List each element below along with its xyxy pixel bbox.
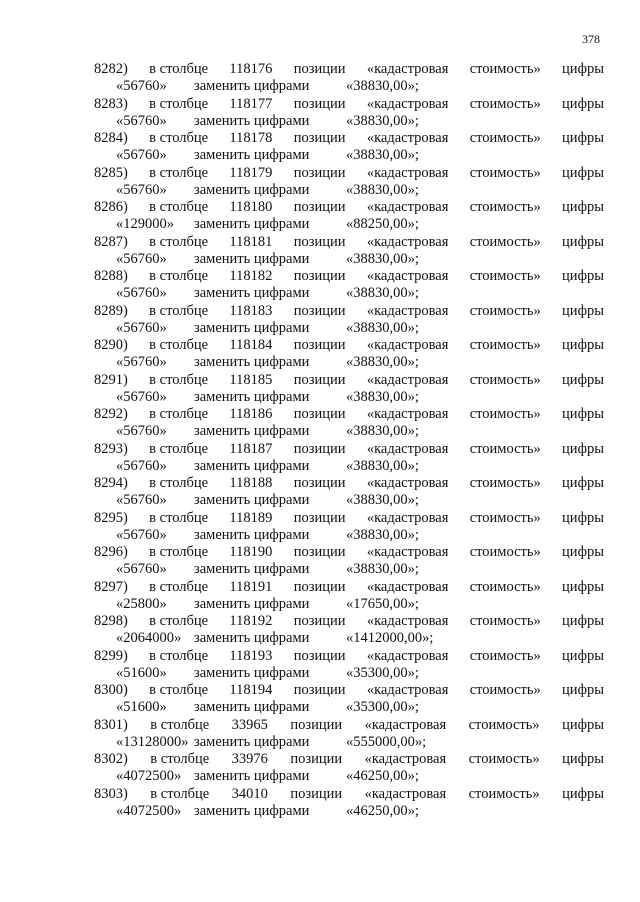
entry-second-line bbox=[116, 251, 640, 269]
replace-phrase: заменить цифрами bbox=[194, 733, 310, 750]
amendment-entry bbox=[0, 613, 640, 648]
amendment-entry bbox=[0, 682, 640, 717]
cadastral-word: «кадастровая bbox=[364, 751, 447, 767]
column-word: в столбце bbox=[149, 164, 209, 181]
old-value: «56760» bbox=[116, 354, 167, 370]
amendment-entry bbox=[0, 165, 640, 200]
position-word: позиции bbox=[290, 716, 343, 733]
replace-phrase: заменить цифрами bbox=[194, 319, 310, 336]
entry-second-line bbox=[116, 596, 640, 614]
new-value: «88250,00»; bbox=[346, 216, 419, 232]
cost-word: стоимость» bbox=[469, 268, 541, 284]
entry-number: 8285) bbox=[94, 164, 128, 181]
entry-second-line bbox=[116, 147, 640, 165]
cost-word: стоимость» bbox=[469, 682, 541, 698]
old-value: «56760» bbox=[116, 78, 167, 94]
column-word: в столбце bbox=[149, 337, 209, 353]
replace-phrase: заменить цифрами bbox=[194, 664, 310, 681]
cost-word: стоимость» bbox=[468, 716, 540, 733]
column-word: в столбце bbox=[150, 751, 210, 767]
position-word: позиции bbox=[293, 544, 346, 560]
amendment-entry bbox=[0, 130, 640, 165]
cadastral-word: «кадастровая bbox=[366, 613, 449, 629]
new-value: «38830,00»; bbox=[346, 319, 419, 336]
position-word: позиции bbox=[293, 578, 346, 595]
cadastral-word: «кадастровая bbox=[366, 475, 449, 491]
entry-second-line bbox=[116, 458, 640, 476]
replace-phrase: заменить цифрами bbox=[194, 250, 310, 267]
column-word: в столбце bbox=[150, 785, 210, 802]
column-number: 118192 bbox=[229, 613, 273, 629]
entry-second-line bbox=[116, 320, 640, 338]
entry-number: 8286) bbox=[94, 199, 128, 215]
column-word: в столбце bbox=[149, 371, 209, 388]
cadastral-word: «кадастровая bbox=[366, 509, 449, 526]
position-word: позиции bbox=[293, 233, 346, 250]
entry-number: 8288) bbox=[94, 268, 128, 284]
digits-word: цифры bbox=[562, 613, 604, 629]
entry-first-line bbox=[94, 61, 604, 78]
entry-first-line bbox=[94, 268, 604, 285]
digits-word: цифры bbox=[562, 337, 604, 353]
entry-second-line bbox=[116, 803, 640, 821]
replace-phrase: заменить цифрами bbox=[194, 595, 310, 612]
digits-word: цифры bbox=[562, 61, 604, 77]
entry-second-line bbox=[116, 665, 640, 683]
column-number: 118177 bbox=[229, 95, 273, 112]
cadastral-word: «кадастровая bbox=[366, 578, 449, 595]
cadastral-word: «кадастровая bbox=[366, 199, 449, 215]
old-value: «25800» bbox=[116, 595, 167, 612]
old-value: «56760» bbox=[116, 561, 167, 577]
position-word: позиции bbox=[293, 475, 346, 491]
digits-word: цифры bbox=[562, 164, 604, 181]
entry-first-line bbox=[94, 165, 604, 182]
cadastral-word: «кадастровая bbox=[366, 61, 449, 77]
replace-phrase: заменить цифрами bbox=[194, 802, 310, 819]
position-word: позиции bbox=[293, 164, 346, 181]
cost-word: стоимость» bbox=[469, 613, 541, 629]
column-word: в столбце bbox=[150, 716, 210, 733]
entry-first-line bbox=[94, 234, 604, 251]
cost-word: стоимость» bbox=[469, 164, 541, 181]
replace-phrase: заменить цифрами bbox=[194, 78, 310, 94]
column-word: в столбце bbox=[149, 233, 209, 250]
entry-second-line bbox=[116, 216, 640, 234]
new-value: «555000,00»; bbox=[346, 733, 427, 750]
column-number: 33965 bbox=[231, 716, 268, 733]
new-value: «38830,00»; bbox=[346, 250, 419, 267]
old-value: «56760» bbox=[116, 423, 167, 439]
entry-number: 8292) bbox=[94, 406, 128, 422]
old-value: «56760» bbox=[116, 112, 167, 129]
amendment-entry bbox=[0, 303, 640, 338]
new-value: «38830,00»; bbox=[346, 147, 419, 163]
entry-second-line bbox=[116, 285, 640, 303]
entry-second-line bbox=[116, 699, 640, 717]
cadastral-word: «кадастровая bbox=[366, 130, 449, 146]
old-value: «56760» bbox=[116, 492, 167, 508]
amendment-entry bbox=[0, 475, 640, 510]
old-value: «56760» bbox=[116, 319, 167, 336]
entry-first-line bbox=[94, 682, 604, 699]
digits-word: цифры bbox=[562, 440, 604, 457]
entry-number: 8299) bbox=[94, 647, 128, 664]
new-value: «1412000,00»; bbox=[346, 630, 434, 646]
old-value: «4072500» bbox=[116, 802, 182, 819]
replace-phrase: заменить цифрами bbox=[194, 147, 310, 163]
entry-first-line bbox=[94, 579, 604, 596]
column-number: 118181 bbox=[229, 233, 273, 250]
entry-number: 8301) bbox=[94, 716, 128, 733]
replace-phrase: заменить цифрами bbox=[194, 526, 310, 543]
old-value: «56760» bbox=[116, 457, 167, 474]
position-word: позиции bbox=[293, 406, 346, 422]
new-value: «38830,00»; bbox=[346, 112, 419, 129]
amendment-entry bbox=[0, 544, 640, 579]
entry-second-line bbox=[116, 113, 640, 131]
entry-second-line bbox=[116, 182, 640, 200]
new-value: «46250,00»; bbox=[346, 802, 419, 819]
entry-first-line bbox=[94, 372, 604, 389]
new-value: «35300,00»; bbox=[346, 664, 419, 681]
cost-word: стоимость» bbox=[468, 751, 540, 767]
amendment-entry bbox=[0, 372, 640, 407]
position-word: позиции bbox=[293, 268, 346, 284]
entry-second-line bbox=[116, 354, 640, 372]
column-number: 118183 bbox=[229, 302, 273, 319]
column-number: 118186 bbox=[229, 406, 273, 422]
amendment-entry bbox=[0, 441, 640, 476]
new-value: «35300,00»; bbox=[346, 699, 419, 715]
cadastral-word: «кадастровая bbox=[366, 406, 449, 422]
digits-word: цифры bbox=[562, 268, 604, 284]
position-word: позиции bbox=[293, 647, 346, 664]
cost-word: стоимость» bbox=[469, 544, 541, 560]
entry-number: 8284) bbox=[94, 130, 128, 146]
cost-word: стоимость» bbox=[469, 95, 541, 112]
old-value: «4072500» bbox=[116, 768, 182, 784]
replace-phrase: заменить цифрами bbox=[194, 354, 310, 370]
cadastral-word: «кадастровая bbox=[366, 440, 449, 457]
entry-first-line bbox=[94, 510, 604, 527]
cost-word: стоимость» bbox=[469, 647, 541, 664]
old-value: «2064000» bbox=[116, 630, 182, 646]
cost-word: стоимость» bbox=[469, 578, 541, 595]
replace-phrase: заменить цифрами bbox=[194, 561, 310, 577]
entry-first-line bbox=[94, 130, 604, 147]
old-value: «13128000» bbox=[116, 733, 189, 750]
column-word: в столбце bbox=[149, 440, 209, 457]
replace-phrase: заменить цифрами bbox=[194, 492, 310, 508]
cadastral-word: «кадастровая bbox=[366, 233, 449, 250]
new-value: «38830,00»; bbox=[346, 285, 419, 301]
replace-phrase: заменить цифрами bbox=[194, 423, 310, 439]
amendment-entry bbox=[0, 579, 640, 614]
position-word: позиции bbox=[293, 509, 346, 526]
digits-word: цифры bbox=[562, 544, 604, 560]
cadastral-word: «кадастровая bbox=[366, 337, 449, 353]
entry-number: 8287) bbox=[94, 233, 128, 250]
entry-second-line bbox=[116, 78, 640, 96]
entry-second-line bbox=[116, 389, 640, 407]
entry-number: 8283) bbox=[94, 95, 128, 112]
cost-word: стоимость» bbox=[469, 509, 541, 526]
position-word: позиции bbox=[293, 95, 346, 112]
new-value: «38830,00»; bbox=[346, 181, 419, 198]
cadastral-word: «кадастровая bbox=[366, 164, 449, 181]
cadastral-word: «кадастровая bbox=[366, 268, 449, 284]
cadastral-word: «кадастровая bbox=[366, 682, 449, 698]
digits-word: цифры bbox=[562, 95, 604, 112]
cadastral-word: «кадастровая bbox=[364, 785, 447, 802]
cadastral-word: «кадастровая bbox=[364, 716, 447, 733]
amendment-entry bbox=[0, 61, 640, 96]
cadastral-word: «кадастровая bbox=[366, 95, 449, 112]
column-number: 118187 bbox=[229, 440, 273, 457]
digits-word: цифры bbox=[562, 716, 604, 733]
entry-second-line bbox=[116, 768, 640, 786]
column-number: 118193 bbox=[229, 647, 273, 664]
amendment-entry bbox=[0, 337, 640, 372]
cost-word: стоимость» bbox=[469, 302, 541, 319]
column-word: в столбце bbox=[149, 509, 209, 526]
column-word: в столбце bbox=[149, 578, 209, 595]
entry-first-line bbox=[94, 786, 604, 803]
old-value: «56760» bbox=[116, 526, 167, 543]
position-word: позиции bbox=[293, 337, 346, 353]
new-value: «38830,00»; bbox=[346, 561, 419, 577]
entry-first-line bbox=[94, 441, 604, 458]
digits-word: цифры bbox=[562, 130, 604, 146]
digits-word: цифры bbox=[562, 475, 604, 491]
entry-first-line bbox=[94, 475, 604, 492]
column-number: 118184 bbox=[229, 337, 273, 353]
old-value: «56760» bbox=[116, 388, 167, 405]
position-word: позиции bbox=[293, 302, 346, 319]
amendment-entry bbox=[0, 717, 640, 752]
cost-word: стоимость» bbox=[469, 406, 541, 422]
digits-word: цифры bbox=[562, 371, 604, 388]
replace-phrase: заменить цифрами bbox=[194, 216, 310, 232]
new-value: «38830,00»; bbox=[346, 354, 419, 370]
entry-number: 8300) bbox=[94, 682, 128, 698]
column-number: 118191 bbox=[229, 578, 273, 595]
new-value: «46250,00»; bbox=[346, 768, 419, 784]
replace-phrase: заменить цифрами bbox=[194, 768, 310, 784]
replace-phrase: заменить цифрами bbox=[194, 388, 310, 405]
entry-first-line bbox=[94, 303, 604, 320]
entry-number: 8302) bbox=[94, 751, 128, 767]
entry-number: 8303) bbox=[94, 785, 128, 802]
entry-first-line bbox=[94, 751, 604, 768]
entry-number: 8294) bbox=[94, 475, 128, 491]
cost-word: стоимость» bbox=[469, 61, 541, 77]
replace-phrase: заменить цифрами bbox=[194, 630, 310, 646]
cost-word: стоимость» bbox=[469, 440, 541, 457]
replace-phrase: заменить цифрами bbox=[194, 112, 310, 129]
new-value: «38830,00»; bbox=[346, 492, 419, 508]
column-number: 118190 bbox=[229, 544, 273, 560]
entry-number: 8291) bbox=[94, 371, 128, 388]
entry-second-line bbox=[116, 492, 640, 510]
column-word: в столбце bbox=[149, 95, 209, 112]
column-word: в столбце bbox=[149, 199, 209, 215]
amendment-entry bbox=[0, 406, 640, 441]
column-number: 118180 bbox=[229, 199, 273, 215]
entry-number: 8295) bbox=[94, 509, 128, 526]
entry-first-line bbox=[94, 544, 604, 561]
old-value: «51600» bbox=[116, 664, 167, 681]
amendment-entry bbox=[0, 234, 640, 269]
column-number: 118182 bbox=[229, 268, 273, 284]
digits-word: цифры bbox=[562, 785, 604, 802]
old-value: «56760» bbox=[116, 181, 167, 198]
position-word: позиции bbox=[293, 199, 346, 215]
entry-number: 8282) bbox=[94, 61, 128, 77]
old-value: «56760» bbox=[116, 250, 167, 267]
entry-first-line bbox=[94, 337, 604, 354]
replace-phrase: заменить цифрами bbox=[194, 181, 310, 198]
cadastral-word: «кадастровая bbox=[366, 544, 449, 560]
position-word: позиции bbox=[290, 751, 343, 767]
column-word: в столбце bbox=[149, 647, 209, 664]
entry-second-line bbox=[116, 561, 640, 579]
cost-word: стоимость» bbox=[469, 233, 541, 250]
new-value: «17650,00»; bbox=[346, 595, 419, 612]
entry-second-line bbox=[116, 527, 640, 545]
amendment-entry bbox=[0, 268, 640, 303]
column-word: в столбце bbox=[149, 61, 209, 77]
entry-second-line bbox=[116, 734, 640, 752]
position-word: позиции bbox=[290, 785, 343, 802]
new-value: «38830,00»; bbox=[346, 526, 419, 543]
amendment-entry bbox=[0, 510, 640, 545]
old-value: «56760» bbox=[116, 147, 167, 163]
replace-phrase: заменить цифрами bbox=[194, 457, 310, 474]
column-word: в столбце bbox=[149, 130, 209, 146]
column-number: 118194 bbox=[229, 682, 273, 698]
entry-number: 8296) bbox=[94, 544, 128, 560]
entry-first-line bbox=[94, 199, 604, 216]
new-value: «38830,00»; bbox=[346, 423, 419, 439]
new-value: «38830,00»; bbox=[346, 388, 419, 405]
position-word: позиции bbox=[293, 682, 346, 698]
column-word: в столбце bbox=[149, 406, 209, 422]
column-number: 118179 bbox=[229, 164, 273, 181]
column-number: 118185 bbox=[229, 371, 273, 388]
column-word: в столбце bbox=[149, 475, 209, 491]
cost-word: стоимость» bbox=[469, 337, 541, 353]
digits-word: цифры bbox=[562, 682, 604, 698]
entry-number: 8289) bbox=[94, 302, 128, 319]
entry-second-line bbox=[116, 423, 640, 441]
amendment-entry bbox=[0, 96, 640, 131]
position-word: позиции bbox=[293, 130, 346, 146]
entry-number: 8298) bbox=[94, 613, 128, 629]
cadastral-word: «кадастровая bbox=[366, 647, 449, 664]
digits-word: цифры bbox=[562, 751, 604, 767]
column-word: в столбце bbox=[149, 268, 209, 284]
entry-first-line bbox=[94, 406, 604, 423]
amendment-entry bbox=[0, 648, 640, 683]
old-value: «51600» bbox=[116, 699, 167, 715]
entry-number: 8290) bbox=[94, 337, 128, 353]
column-number: 33976 bbox=[231, 751, 268, 767]
column-word: в столбце bbox=[149, 682, 209, 698]
digits-word: цифры bbox=[562, 406, 604, 422]
entry-first-line bbox=[94, 613, 604, 630]
amendment-entry bbox=[0, 199, 640, 234]
cost-word: стоимость» bbox=[469, 475, 541, 491]
entry-first-line bbox=[94, 648, 604, 665]
entry-first-line bbox=[94, 96, 604, 113]
position-word: позиции bbox=[293, 440, 346, 457]
position-word: позиции bbox=[293, 61, 346, 77]
cost-word: стоимость» bbox=[468, 785, 540, 802]
replace-phrase: заменить цифрами bbox=[194, 699, 310, 715]
entry-first-line bbox=[94, 717, 604, 734]
position-word: позиции bbox=[293, 371, 346, 388]
position-word: позиции bbox=[293, 613, 346, 629]
amendment-entry bbox=[0, 786, 640, 821]
column-number: 118189 bbox=[229, 509, 273, 526]
entry-number: 8293) bbox=[94, 440, 128, 457]
digits-word: цифры bbox=[562, 578, 604, 595]
cost-word: стоимость» bbox=[469, 199, 541, 215]
digits-word: цифры bbox=[562, 199, 604, 215]
column-number: 118178 bbox=[229, 130, 273, 146]
cost-word: стоимость» bbox=[469, 130, 541, 146]
column-word: в столбце bbox=[149, 302, 209, 319]
old-value: «56760» bbox=[116, 285, 167, 301]
digits-word: цифры bbox=[562, 233, 604, 250]
digits-word: цифры bbox=[562, 509, 604, 526]
column-number: 118188 bbox=[229, 475, 273, 491]
column-word: в столбце bbox=[149, 613, 209, 629]
column-number: 34010 bbox=[231, 785, 268, 802]
cost-word: стоимость» bbox=[469, 371, 541, 388]
cadastral-word: «кадастровая bbox=[366, 302, 449, 319]
column-word: в столбце bbox=[149, 544, 209, 560]
page-number: 378 bbox=[582, 32, 600, 46]
cadastral-word: «кадастровая bbox=[366, 371, 449, 388]
entry-number: 8297) bbox=[94, 578, 128, 595]
new-value: «38830,00»; bbox=[346, 78, 419, 94]
new-value: «38830,00»; bbox=[346, 457, 419, 474]
digits-word: цифры bbox=[562, 302, 604, 319]
digits-word: цифры bbox=[562, 647, 604, 664]
amendment-entry bbox=[0, 751, 640, 786]
old-value: «129000» bbox=[116, 216, 174, 232]
replace-phrase: заменить цифрами bbox=[194, 285, 310, 301]
column-number: 118176 bbox=[229, 61, 273, 77]
entry-second-line bbox=[116, 630, 640, 648]
amendment-list bbox=[0, 61, 640, 820]
